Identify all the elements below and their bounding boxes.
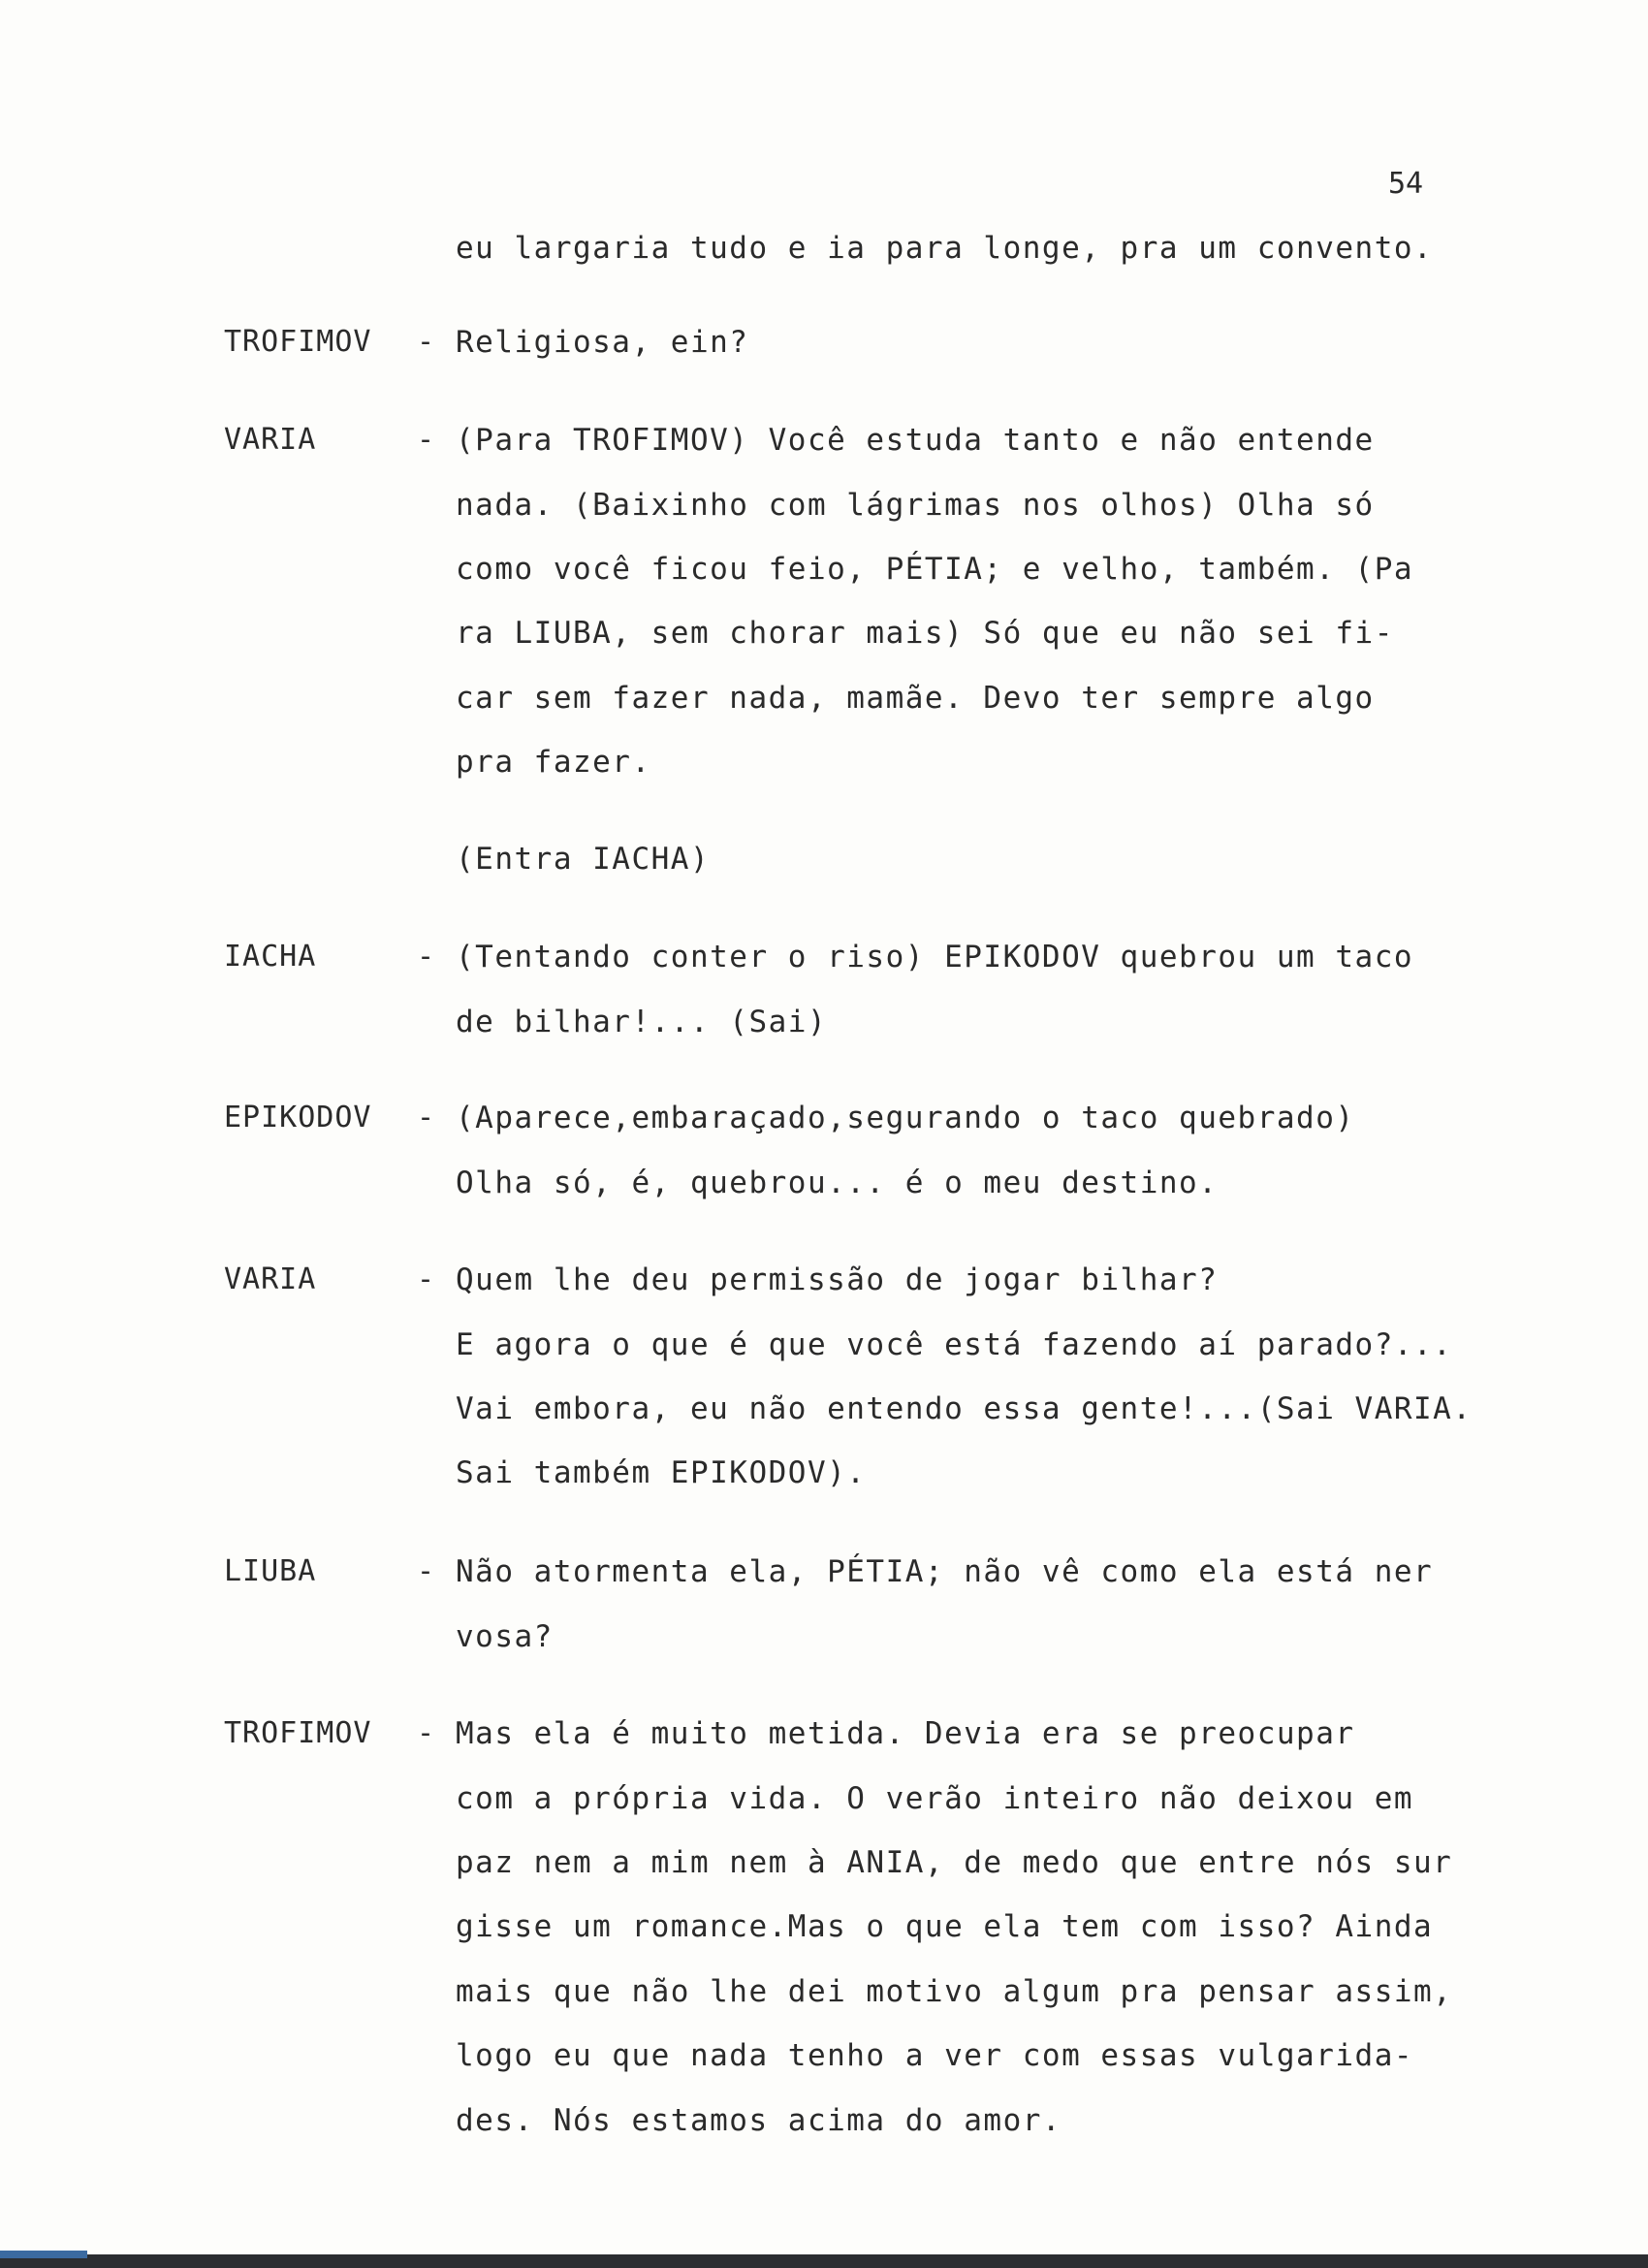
dialogue-line: nada. (Baixinho com lágrimas nos olhos) Olha só <box>456 488 1375 523</box>
dialogue-line: car sem fazer nada, mamãe. Devo ter sempre algo <box>456 681 1375 716</box>
dialogue-line: E agora o que é que você está fazendo aí parado?... <box>456 1327 1453 1362</box>
dialogue-line: des. Nós estamos acima do amor. <box>456 2103 1062 2138</box>
dialogue-line: paz nem a mim nem à ANIA, de medo que entre nós sur <box>456 1845 1453 1880</box>
dialogue-line: Quem lhe deu permissão de jogar bilhar? <box>456 1262 1219 1297</box>
speaker-name: TROFIMOV <box>224 325 372 359</box>
dialogue-line: vosa? <box>456 1619 554 1654</box>
speaker-name: TROFIMOV <box>224 1716 372 1750</box>
speaker-dash: - <box>417 1101 435 1134</box>
speaker-name: VARIA <box>224 423 317 457</box>
dialogue-line: (Entra IACHA) <box>456 842 711 877</box>
speaker-dash: - <box>417 940 435 974</box>
speaker-dash: - <box>417 325 435 359</box>
scan-bottom-edge <box>0 2254 1648 2268</box>
dialogue-line: Não atormenta ela, PÉTIA; não vê como ela está ner <box>456 1554 1434 1589</box>
scan-edge-marker <box>0 2251 87 2258</box>
speaker-dash: - <box>417 423 435 457</box>
dialogue-line: Vai embora, eu não entendo essa gente!...(Sai VARIA. <box>456 1391 1473 1426</box>
dialogue-line: mais que não lhe dei motivo algum pra pensar assim, <box>456 1974 1453 2009</box>
dialogue-line: como você ficou feio, PÉTIA; e velho, também. (Pa <box>456 552 1414 587</box>
dialogue-line: com a própria vida. O verão inteiro não deixou em <box>456 1781 1414 1816</box>
dialogue-line: gisse um romance.Mas o que ela tem com isso? Ainda <box>456 1909 1434 1944</box>
dialogue-line: (Tentando conter o riso) EPIKODOV quebrou um taco <box>456 940 1414 974</box>
dialogue-line: de bilhar!... (Sai) <box>456 1005 828 1039</box>
dialogue-line: logo eu que nada tenho a ver com essas vulgarida- <box>456 2038 1414 2073</box>
speaker-name: VARIA <box>224 1262 317 1296</box>
dialogue-line: ra LIUBA, sem chorar mais) Só que eu não sei fi- <box>456 616 1394 651</box>
dialogue-line: Sai também EPIKODOV). <box>456 1455 867 1490</box>
speaker-name: LIUBA <box>224 1554 317 1588</box>
page-number: 54 <box>1388 167 1424 201</box>
speaker-name: IACHA <box>224 940 317 974</box>
dialogue-line: Olha só, é, quebrou... é o meu destino. <box>456 1166 1219 1200</box>
dialogue-line: Mas ela é muito metida. Devia era se preocupar <box>456 1716 1355 1751</box>
dialogue-line: (Para TROFIMOV) Você estuda tanto e não entende <box>456 423 1375 458</box>
speaker-dash: - <box>417 1554 435 1588</box>
dialogue-line: eu largaria tudo e ia para longe, pra um convento. <box>456 231 1434 266</box>
speaker-name: EPIKODOV <box>224 1101 372 1134</box>
speaker-dash: - <box>417 1262 435 1296</box>
dialogue-line: pra fazer. <box>456 745 651 780</box>
dialogue-line: (Aparece,embaraçado,segurando o taco quebrado) <box>456 1101 1355 1135</box>
speaker-dash: - <box>417 1716 435 1750</box>
dialogue-line: Religiosa, ein? <box>456 325 749 360</box>
